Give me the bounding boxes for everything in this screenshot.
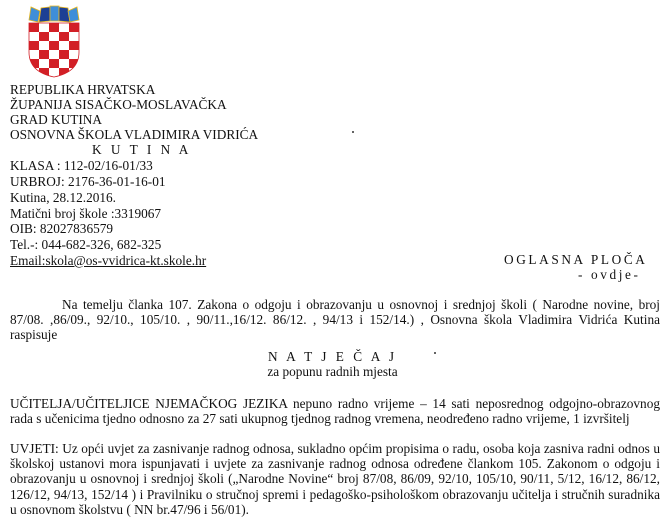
county-line: ŽUPANIJA SISAČKO-MOSLAVAČKA	[10, 97, 227, 112]
conditions-paragraph: UVJETI: Uz opći uvjet za zasnivanje radnog odnosa, sukladno općim propisima o radu, osoba koja zasniva radni odnos u školskoj ustanovi mora ispunjavati i uvjete za zasnivanje radnog odnosa određene člankom 105. Zakonom o odgoju i obrazovanju u osnovnoj i srednjoj školi („Narodne Novine“ broj 87/08, 86/09, 92/10, 105/10, 90/11, 5/12, 16/12, 86/12, 126/12, 94/13, 152/14 ) i Pravilniku o stručnoj spremi i pedagoško-psihološkom obrazovanju učitelja i stručnih suradnika u osnovnom školstvu ( NN br.47/96 i 56/01).	[10, 441, 660, 517]
croatian-coat-of-arms-icon	[26, 4, 82, 78]
klasa-line: KLASA : 112-02/16-01/33	[10, 158, 153, 173]
urbroj-line: URBROJ: 2176-36-01-16-01	[10, 174, 166, 189]
date-line: Kutina, 28.12.2016.	[10, 190, 116, 205]
scan-speck	[434, 352, 436, 354]
republic-line: REPUBLIKA HRVATSKA	[10, 82, 156, 97]
city-line: GRAD KUTINA	[10, 112, 102, 127]
natjecaj-title: N A T J E Č A J	[267, 349, 398, 364]
natjecaj-subtitle: za popunu radnih mjesta	[267, 364, 398, 379]
intro-paragraph: Na temelju članka 107. Zakona o odgoju i obrazovanju u osnovnoj i srednjoj školi ( Narodne novine, broj 87/08. ,86/09., 92/10., 105/10. , 90/11.,16/12. 86/12. , 94/13 i 152/14.) , Osnovna škola Vladimira Vidrića Kutina raspisuje	[10, 297, 660, 343]
phone-line: Tel.-: 044-682-326, 682-325	[10, 237, 162, 252]
school-name: OSNOVNA ŠKOLA VLADIMIRA VIDRIĆA	[10, 127, 259, 142]
notice-board-title: OGLASNA PLOČA	[504, 252, 648, 267]
scan-speck	[352, 131, 354, 133]
email-link[interactable]: Email:skola@os-vvidrica-kt.skole.hr	[10, 253, 207, 268]
position-paragraph: UČITELJA/UČITELJICE NJEMAČKOG JEZIKA nepuno radno vrijeme – 14 sati neposrednog odgojno-obrazovnog rada s učenicima tjedno odnosno za 27 sati ukupnog tjednog radnog vremena, neodređeno radno vrijeme, 1 izvršitelj	[10, 396, 660, 427]
oib-line: OIB: 82027836579	[10, 221, 114, 236]
notice-board-sub: - ovdje-	[578, 267, 641, 282]
town-name: K U T I N A	[92, 142, 192, 157]
registry-number: Matični broj škole :3319067	[10, 206, 162, 221]
